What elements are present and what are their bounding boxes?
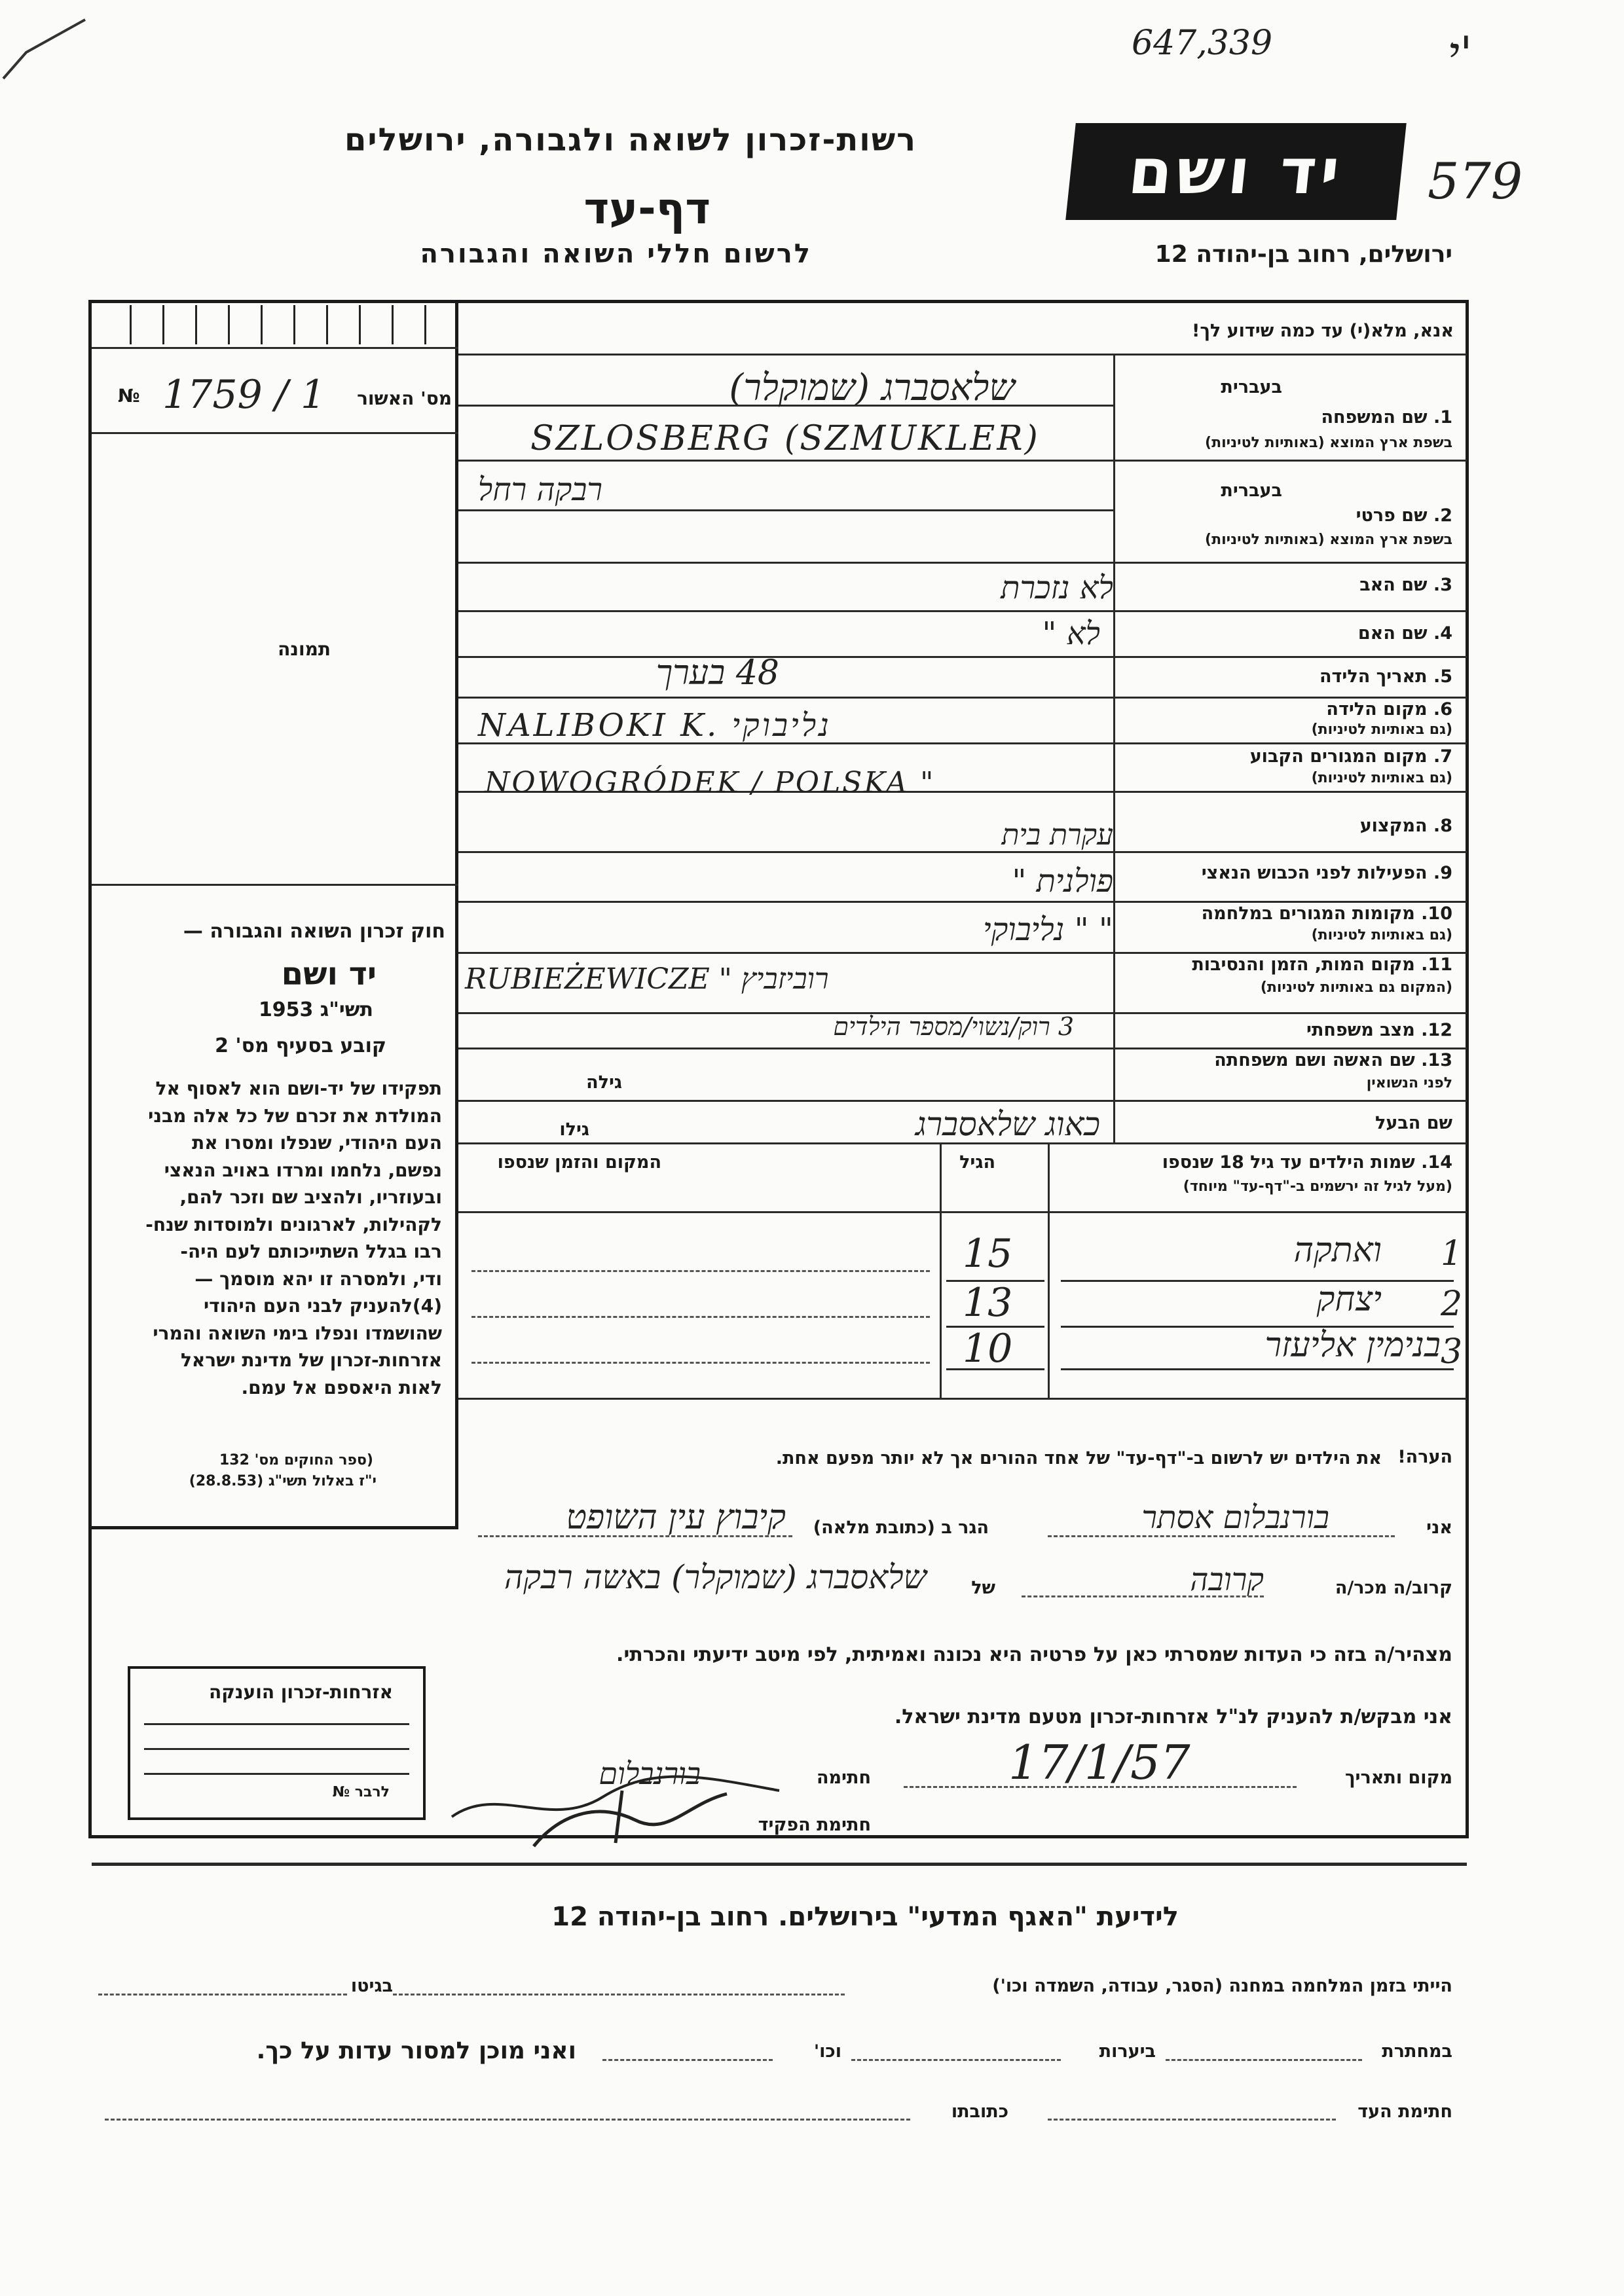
child-age: 13 [963, 1280, 1013, 1326]
field-3-label: 3. שם האב [1359, 575, 1452, 595]
child-age: 10 [963, 1326, 1013, 1372]
declarant-relation: קרובה [1190, 1561, 1264, 1598]
law-text-line: אזרחות-זכרון של מדינת ישראל [180, 1349, 442, 1371]
approval-number: 1759 / 1 [162, 372, 326, 418]
col-hebrew-2: בעברית [1221, 481, 1282, 501]
bottom-line3-b: כתובתו [951, 2102, 1008, 2122]
note-label: הערה! [1397, 1447, 1452, 1467]
law-text-line: לקהילות, לארגונים ולמוסדות שנח- [145, 1213, 442, 1235]
law-text-line: שהושמדו ונפלו בימי השואה והמרי [153, 1322, 442, 1344]
field-9-value: פולנית " [1012, 863, 1113, 900]
field-2-label: 2. שם פרטי [1356, 505, 1452, 526]
field-10-value: " " נליבוקי [982, 911, 1113, 948]
field-2-value: רבקה רחל [477, 471, 602, 508]
archive-number: 647,339 [1132, 24, 1273, 63]
org-title: רשות-זכרון לשואה ולגבורה, ירושלים [344, 122, 917, 158]
husband-age-label: גילו [559, 1120, 589, 1140]
form-subtitle: לרשום חללי השואה והגבורה [420, 239, 812, 269]
law-text-line: (4)להעניק לבני העם היהודי [203, 1295, 442, 1317]
field-2-sub: בשפת ארץ המוצא (באותיות לטיניות) [1205, 532, 1452, 548]
declarant-address: קיבוץ עין השופט [566, 1498, 786, 1537]
approval-ticks [97, 305, 454, 346]
field-13-sub: לפני הנשואין [1366, 1075, 1452, 1091]
approval-prefix: № [118, 385, 140, 407]
field-7-value: NOWOGRÓDEK / POLSKA " [485, 766, 936, 799]
declaration-text: מצהיר/ה בזה כי העדות שמסרתי כאן על פרטיה היא נכונה ואמיתית, לפי מיטב ידיעתי והכרתי. [616, 1643, 1452, 1666]
field-7-label: 7. מקום המגורים הקבוע [1249, 746, 1452, 767]
field-8-label: 8. המקצוע [1359, 816, 1452, 836]
child-name: בנימין אליעזר [1264, 1326, 1441, 1365]
field-10-sub: (גם באותיות לטיניות) [1311, 927, 1452, 943]
request-text: אני מבקש/ת להעניק לנ"ל אזרחות-זכרון מטעם מדינת ישראל. [894, 1705, 1452, 1728]
declarant-date: 17/1/57 [1008, 1735, 1190, 1790]
header-address: ירושלים, רחוב בן-יהודה 12 [1154, 241, 1452, 268]
photo-label: תמונה [278, 638, 331, 660]
law-text-line: לאות היאספם אל עמם. [241, 1376, 442, 1398]
field-5-value: 48 בערך [655, 653, 779, 693]
field-13-label: 13. שם האשה ושם משפחתה [1214, 1050, 1452, 1070]
bottom-line1-a: הייתי בזמן המלחמה במחנה (הסגר, עבודה, השמדה וכו') [992, 1976, 1452, 1996]
logo-text: יד ושם [1125, 135, 1347, 208]
bottom-line2-c: וכו' [813, 2041, 841, 2062]
officer-label: חתימת הפקיד [758, 1815, 871, 1835]
bottom-line3-a: חתימת העד [1357, 2102, 1452, 2122]
officer-signature [524, 1784, 740, 1856]
certificate-title: אזרחות-זכרון הוענקה [209, 1681, 393, 1703]
bottom-line2-a: במחתרת [1382, 2041, 1452, 2062]
law-text-line: ובעוזריו, ולהציב שם וזכר להם, [179, 1186, 442, 1208]
law-text-line: ודי, ולמסרה זו יהא מוסמך — [194, 1267, 442, 1290]
law-text-line: המולדת את זכרם של כל אלה מבני [148, 1104, 442, 1127]
law-citation-date: י"ז באלול תשי"ג (28.8.53) [189, 1473, 377, 1489]
husband-label: שם הבעל [1375, 1113, 1452, 1133]
field-10-label: 10. מקומות המגורים במלחמה [1201, 903, 1452, 924]
field-1-value-latin: SZLOSBERG (SZMUKLER) [530, 419, 1040, 458]
law-citation: (ספר החוקים מס' 132 [219, 1452, 373, 1468]
field-1-value-hebrew: שלאסברג (שמוקלר) [729, 367, 1015, 409]
field-7-sub: (גם באותיות לטיניות) [1311, 770, 1452, 786]
field-11-sub: (המקום גם באותיות לטיניות) [1260, 979, 1452, 996]
declarant-signature: בורנבלום [599, 1756, 701, 1791]
declarant-name: בורנבלום אסתר [1141, 1499, 1329, 1536]
note-text: את הילדים יש לרשום ב-"דף-עד" של אחד ההורים אך לא יותר מפעם אחת. [775, 1448, 1382, 1468]
field-4-label: 4. שם האם [1357, 623, 1452, 644]
field-12-label: 12. מצב משפחתי [1306, 1020, 1452, 1040]
child-name: יצחק [1316, 1280, 1382, 1319]
bottom-line2-b: ביערות [1099, 2041, 1156, 2062]
field-8-value: עקרת בית [1001, 818, 1113, 852]
law-section: קובע בסעיף מס' 2 [215, 1034, 386, 1057]
law-text [75, 1075, 442, 1401]
corner-mark: י' [1447, 26, 1473, 81]
child-num: 3 [1441, 1332, 1463, 1372]
law-year: תשי"ג 1953 [258, 998, 373, 1021]
side-number: 579 [1428, 152, 1523, 210]
approval-label: מס' האשור [357, 388, 452, 409]
law-text-line: רבו בגלל השתייכותם לעם היה- [180, 1241, 442, 1262]
children-label: 14. שמות הילדים עד גיל 18 שנספו [1162, 1152, 1452, 1173]
law-title: חוק זכרון השואה והגבורה — [183, 920, 445, 943]
age-header: הגיל [959, 1152, 995, 1173]
place-date-label: מקום ותאריך [1344, 1768, 1452, 1788]
relative-label: קרוב/ה מכר/ה [1335, 1578, 1452, 1598]
certificate-number-label: לרבר № [332, 1784, 390, 1800]
field-9-label: 9. הפעילות לפני הכבוש הנאצי [1201, 863, 1452, 883]
of-label: של [971, 1578, 995, 1598]
husband-value: כאוג שלאסברג [915, 1105, 1100, 1143]
resides-label: הגר ב (כתובת מלאה) [813, 1518, 989, 1538]
bottom-line2-d: ואני מוכן למסור עדות על כך. [256, 2037, 576, 2064]
bottom-line1-b: בגיטו [350, 1976, 393, 1996]
field-3-value: לא נזכרת [1001, 570, 1113, 606]
child-num: 1 [1441, 1234, 1463, 1273]
child-name: ואתקה [1293, 1231, 1382, 1270]
children-note: (מעל לגיל זה ירשמים ב-"דף-עד" מיוחד) [1183, 1178, 1452, 1195]
declarant-relation-of: שלאסברג (שמוקלר) באשה רבקה [504, 1558, 927, 1596]
declarant-i-label: אני [1426, 1518, 1452, 1538]
field-5-label: 5. תאריך הלידה [1319, 666, 1452, 687]
child-num: 2 [1441, 1285, 1463, 1324]
signature-label: חתימה [816, 1768, 871, 1788]
bottom-title: לידיעת "האגף המדעי" בירושלים. רחוב בן-יהודה 12 [551, 1902, 1179, 1932]
field-11-label: 11. מקום המות, הזמן והנסיבות [1192, 955, 1452, 975]
field-6-sub: (גם באותיות לטיניות) [1311, 721, 1452, 738]
law-text-line: העם היהודי, שנפלו ומסרו את [192, 1132, 442, 1154]
field-6-label: 6. מקום הלידה [1326, 699, 1452, 720]
field-1-label: 1. שם המשפחה [1321, 407, 1452, 428]
field-11-value: RUBIEŻEWICZE " רוביזביץ [465, 962, 829, 996]
place-header: המקום והזמן שנספו [497, 1152, 661, 1173]
field-12-value: 3 רוק/נשוי/מספר הילדים [833, 1012, 1074, 1041]
instruction: אנא, מלא(י) עד כמה שידוע לך! [1192, 321, 1454, 341]
col-hebrew-1: בעברית [1221, 377, 1282, 397]
law-name: יד ושם [281, 956, 377, 993]
field-1-sub: בשפת ארץ המוצא (באותיות לטיניות) [1205, 435, 1452, 451]
child-age: 15 [963, 1231, 1013, 1277]
field-13-age-label: גילה [586, 1072, 622, 1093]
law-text-line: תפקידו של יד-ושם הוא לאסוף אל [155, 1078, 442, 1099]
field-6-value: NALIBOKI K. נליבוקי [478, 707, 832, 744]
scribble-mark [0, 13, 92, 85]
yad-vashem-logo [1065, 123, 1407, 220]
form-title: דף-עד [583, 183, 710, 234]
field-4-value: לא " [1042, 615, 1100, 652]
law-text-line: נפשם, נלחמו ומרדו באויב הנאצי [164, 1159, 442, 1181]
